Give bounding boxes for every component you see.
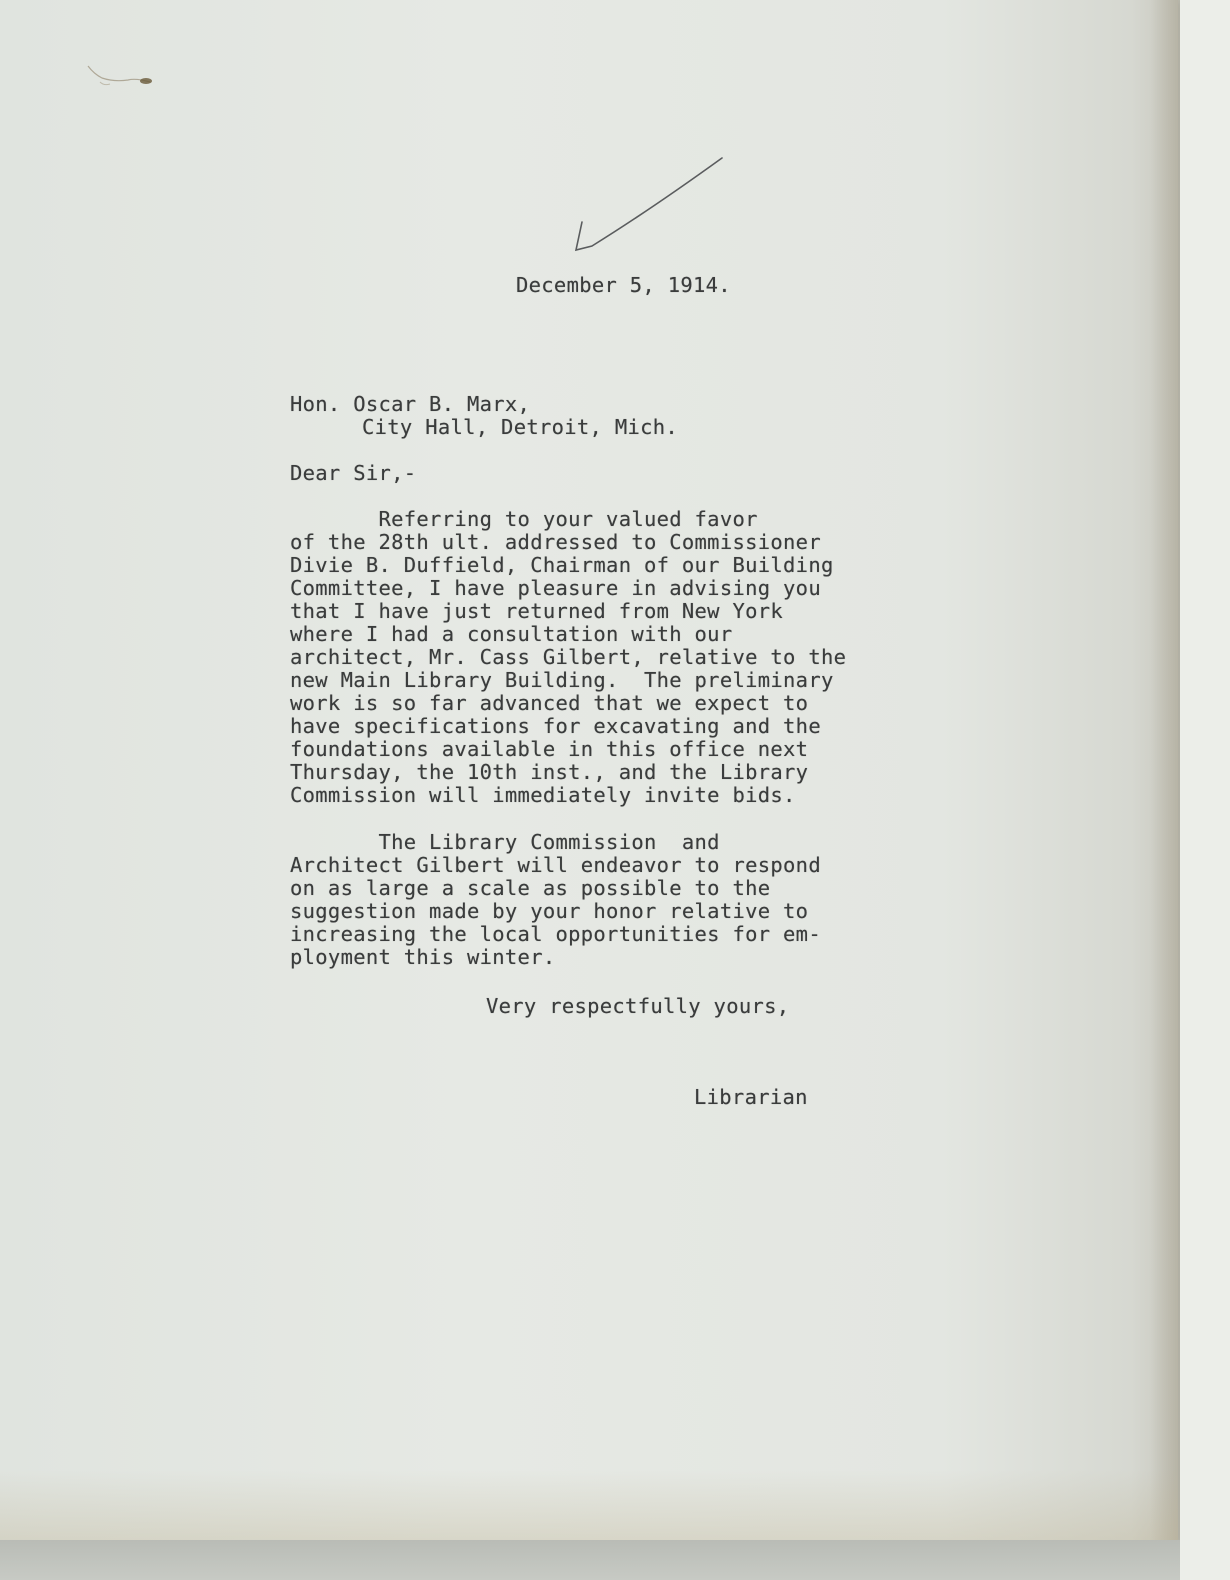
body-line: that I have just returned from New York <box>290 599 784 623</box>
body-line: Architect Gilbert will endeavor to respond <box>290 853 821 877</box>
body-line: of the 28th ult. addressed to Commissioner <box>290 530 821 554</box>
body-line: Thursday, the 10th inst., and the Library <box>290 760 809 784</box>
closing: Very respectfully yours, <box>486 994 790 1018</box>
body-line: The Library Commission and <box>290 830 720 854</box>
body-line: suggestion made by your honor relative to <box>290 899 809 923</box>
body-line: Commission will immediately invite bids. <box>290 783 796 807</box>
scan-background-bottom <box>0 1540 1180 1580</box>
ink-mark <box>80 60 160 100</box>
scan-background-right <box>1180 0 1230 1580</box>
body-line: architect, Mr. Cass Gilbert, relative to the <box>290 645 847 669</box>
body-line: Divie B. Duffield, Chairman of our Building <box>290 553 834 577</box>
letter-date: December 5, 1914. <box>516 273 731 297</box>
body-line: work is so far advanced that we expect to <box>290 691 809 715</box>
body-line: increasing the local opportunities for em- <box>290 922 821 946</box>
body-line: on as large a scale as possible to the <box>290 876 771 900</box>
signature-title: Librarian <box>694 1085 808 1109</box>
paper-edge-shading <box>1150 0 1180 1540</box>
body-line: Committee, I have pleasure in advising you <box>290 576 821 600</box>
body-line: ployment this winter. <box>290 945 556 969</box>
salutation: Dear Sir,- <box>290 461 417 485</box>
body-line: where I had a consultation with our <box>290 622 733 646</box>
body-line: new Main Library Building. The preliminary <box>290 668 834 692</box>
body-line: Referring to your valued favor <box>290 507 758 531</box>
body-line: have specifications for excavating and the <box>290 714 821 738</box>
paper-stain <box>0 1470 1178 1540</box>
recipient-name: Hon. Oscar B. Marx, <box>290 392 531 416</box>
recipient-address: City Hall, Detroit, Mich. <box>362 415 679 439</box>
pencil-check-mark <box>570 150 730 260</box>
body-line: foundations available in this office next <box>290 737 809 761</box>
